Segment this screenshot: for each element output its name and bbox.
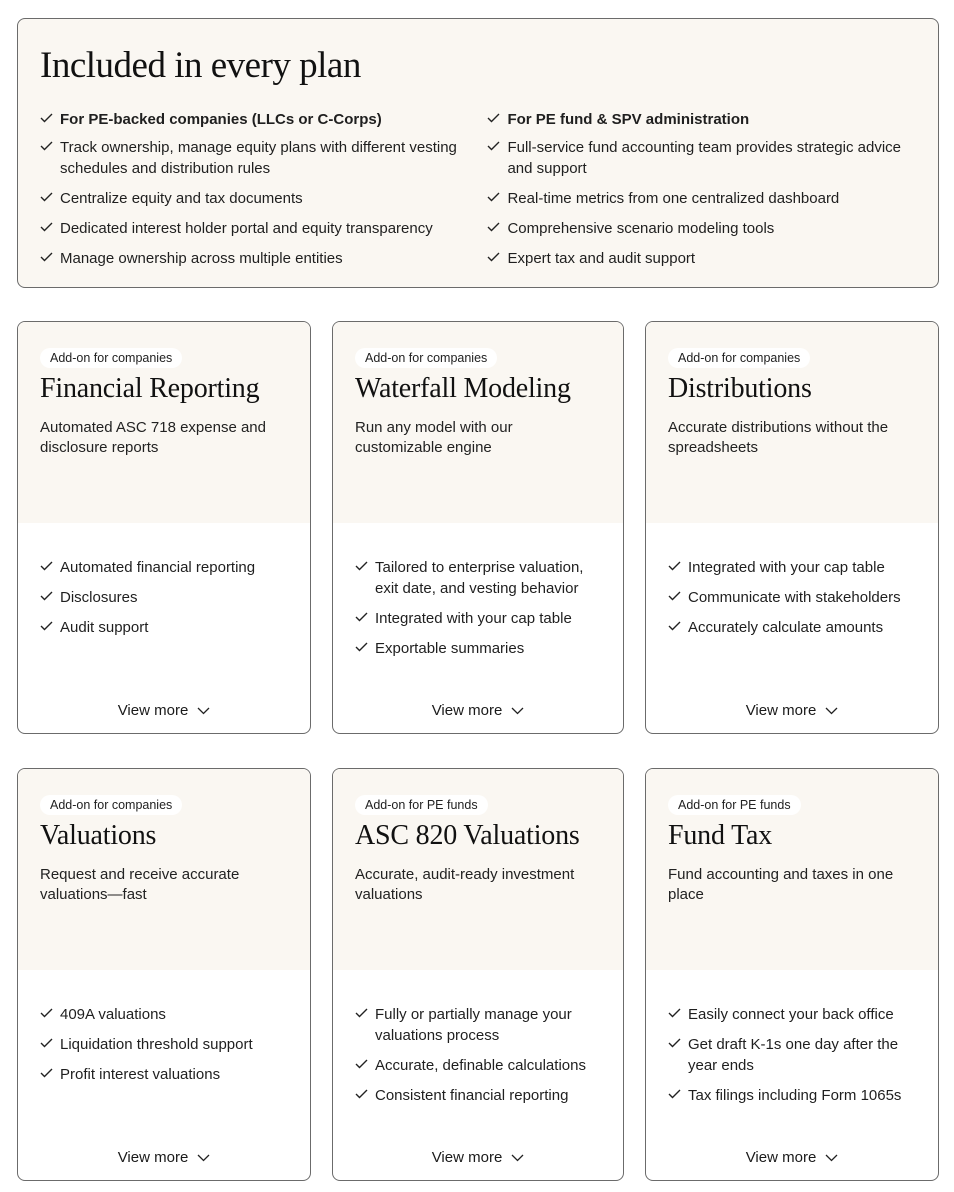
- included-heading: For PE fund & SPV administration: [487, 109, 916, 130]
- addon-badge: Add-on for companies: [668, 348, 810, 368]
- chevron-down-icon: [197, 1149, 210, 1166]
- feature-item: Integrated with your cap table: [355, 608, 601, 629]
- addon-card-waterfall-modeling: [332, 321, 624, 734]
- check-icon: [487, 113, 501, 125]
- card-title: ASC 820 Valuations: [355, 820, 580, 851]
- check-icon: [668, 591, 682, 603]
- check-icon: [40, 192, 54, 204]
- view-more-button[interactable]: View more: [333, 702, 623, 719]
- check-icon: [40, 141, 54, 153]
- view-more-button[interactable]: View more: [333, 1149, 623, 1166]
- check-icon: [40, 561, 54, 573]
- feature-item: Easily connect your back office: [668, 1004, 916, 1025]
- feature-item: Profit interest valuations: [40, 1064, 288, 1085]
- included-item: Full-service fund accounting team provides strategic advice and support: [487, 137, 916, 179]
- check-icon: [668, 1008, 682, 1020]
- included-column-companies: [40, 109, 487, 278]
- addon-badge: Add-on for companies: [40, 348, 182, 368]
- check-icon: [487, 252, 501, 264]
- check-icon: [355, 1089, 369, 1101]
- card-description: Run any model with our customizable engine: [355, 419, 513, 456]
- included-in-every-plan-panel: [17, 18, 939, 288]
- check-icon: [668, 1038, 682, 1050]
- feature-item: Accurately calculate amounts: [668, 617, 916, 638]
- feature-item: Fully or partially manage your valuations process: [355, 1004, 601, 1046]
- feature-item: Liquidation threshold support: [40, 1034, 288, 1055]
- card-title: Distributions: [668, 373, 812, 404]
- card-description: Accurate distributions without the spreadsheets: [668, 419, 889, 456]
- feature-item: Audit support: [40, 617, 288, 638]
- included-item: Centralize equity and tax documents: [40, 188, 487, 209]
- feature-item: 409A valuations: [40, 1004, 288, 1025]
- chevron-down-icon: [511, 1149, 524, 1166]
- feature-item: Tailored to enterprise valuation, exit date, and vesting behavior: [355, 557, 601, 599]
- view-more-button[interactable]: View more: [646, 1149, 938, 1166]
- included-column-funds: [487, 109, 916, 278]
- check-icon: [668, 621, 682, 633]
- card-description: Automated ASC 718 expense and disclosure reports: [40, 419, 266, 456]
- addon-card-financial-reporting: [17, 321, 311, 734]
- addon-badge: Add-on for PE funds: [668, 795, 801, 815]
- addon-card-asc-820-valuations: [332, 768, 624, 1181]
- addon-card-distributions: [645, 321, 939, 734]
- check-icon: [487, 141, 501, 153]
- check-icon: [40, 591, 54, 603]
- check-icon: [40, 1068, 54, 1080]
- card-description: Request and receive accurate valuations—fast: [40, 866, 240, 903]
- check-icon: [355, 1008, 369, 1020]
- addon-card-fund-tax: [645, 768, 939, 1181]
- check-icon: [668, 561, 682, 573]
- feature-item: Communicate with stakeholders: [668, 587, 916, 608]
- included-item: Track ownership, manage equity plans with different vesting schedules and distribution rules: [40, 137, 487, 179]
- check-icon: [40, 222, 54, 234]
- addon-badge: Add-on for companies: [40, 795, 182, 815]
- check-icon: [40, 1038, 54, 1050]
- chevron-down-icon: [825, 1149, 838, 1166]
- feature-item: Automated financial reporting: [40, 557, 288, 578]
- included-item: Manage ownership across multiple entities: [40, 248, 487, 269]
- check-icon: [487, 192, 501, 204]
- card-title: Fund Tax: [668, 820, 773, 851]
- check-icon: [40, 621, 54, 633]
- view-more-button[interactable]: View more: [18, 702, 310, 719]
- addon-badge: Add-on for PE funds: [355, 795, 488, 815]
- card-title: Financial Reporting: [40, 373, 260, 404]
- check-icon: [40, 252, 54, 264]
- card-title: Valuations: [40, 820, 157, 851]
- card-description: Accurate, audit-ready investment valuations: [355, 866, 575, 903]
- card-description: Fund accounting and taxes in one place: [668, 866, 894, 903]
- feature-item: Integrated with your cap table: [668, 557, 916, 578]
- included-item: Dedicated interest holder portal and equity transparency: [40, 218, 487, 239]
- feature-item: Exportable summaries: [355, 638, 601, 659]
- included-item: Expert tax and audit support: [487, 248, 916, 269]
- check-icon: [355, 561, 369, 573]
- check-icon: [487, 222, 501, 234]
- feature-item: Consistent financial reporting: [355, 1085, 601, 1106]
- check-icon: [355, 642, 369, 654]
- chevron-down-icon: [825, 702, 838, 719]
- card-title: Waterfall Modeling: [355, 373, 571, 404]
- feature-item: Tax filings including Form 1065s: [668, 1085, 916, 1106]
- check-icon: [668, 1089, 682, 1101]
- check-icon: [40, 113, 54, 125]
- check-icon: [355, 1059, 369, 1071]
- feature-item: Get draft K-1s one day after the year ends: [668, 1034, 916, 1076]
- included-title: Included in every plan: [40, 45, 361, 86]
- chevron-down-icon: [197, 702, 210, 719]
- included-item: Comprehensive scenario modeling tools: [487, 218, 916, 239]
- included-heading: For PE-backed companies (LLCs or C-Corps): [40, 109, 487, 130]
- check-icon: [40, 1008, 54, 1020]
- view-more-button[interactable]: View more: [646, 702, 938, 719]
- feature-item: Disclosures: [40, 587, 288, 608]
- view-more-button[interactable]: View more: [18, 1149, 310, 1166]
- included-item: Real-time metrics from one centralized dashboard: [487, 188, 916, 209]
- addon-badge: Add-on for companies: [355, 348, 497, 368]
- addon-card-valuations: [17, 768, 311, 1181]
- chevron-down-icon: [511, 702, 524, 719]
- feature-item: Accurate, definable calculations: [355, 1055, 601, 1076]
- check-icon: [355, 612, 369, 624]
